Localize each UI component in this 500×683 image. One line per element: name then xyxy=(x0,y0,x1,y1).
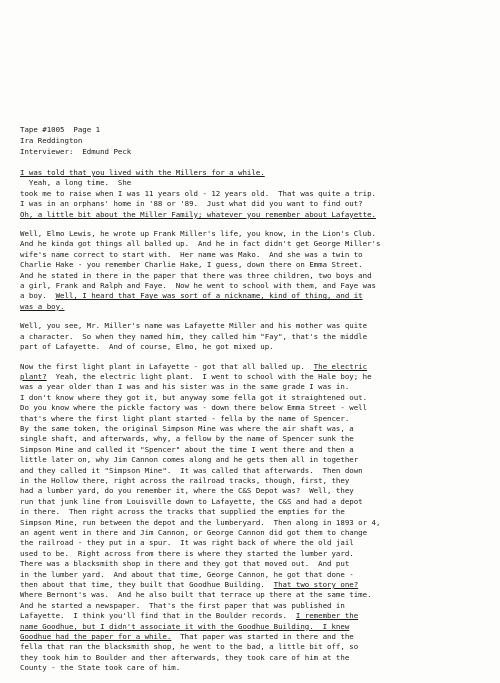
underlined-text: Goodhue had the paper for a while. xyxy=(20,632,172,642)
transcript-line xyxy=(20,168,490,178)
transcript-line xyxy=(20,229,490,239)
transcript-line xyxy=(20,271,490,281)
line-text: fella that ran the blacksmith shop, he went to the bad, a little bit off, so xyxy=(20,642,359,652)
transcript-body xyxy=(20,168,490,683)
line-text: took me to raise when I was 11 years old - 12 years old. That was quite a trip. xyxy=(20,188,376,198)
underlined-text: Oh, a little bit about the Miller Family; whatever you remember about Lafayette. xyxy=(20,209,376,219)
underlined-text: The electric xyxy=(313,361,368,371)
transcript-line xyxy=(20,434,490,444)
line-text: Yeah, the electric light plant. I went to school with the Hale boy; he xyxy=(46,371,372,381)
line-text: And he stated in there in the paper that there was three children, two boys and xyxy=(20,270,372,280)
transcript-paragraph xyxy=(20,229,490,312)
transcript-line xyxy=(20,663,490,673)
line-text: a boy. xyxy=(20,291,56,301)
transcript-line xyxy=(20,362,490,372)
line-text: Where Bernont's was. And he also built that terrace up there at the same time. xyxy=(20,590,372,600)
transcript-line xyxy=(20,372,490,382)
tape-page-label: Tape #1005 Page 1 xyxy=(20,125,101,134)
transcript-line xyxy=(20,497,490,507)
underlined-text: That two story one? xyxy=(273,580,359,590)
transcript-line xyxy=(20,642,490,652)
line-text: Lafayette. I think you'll find that in the Boulder records. xyxy=(20,611,296,621)
line-text: in the Hollow there, right across the railroad tracks, though, first, they xyxy=(20,475,350,485)
transcript-line xyxy=(20,549,490,559)
transcript-line xyxy=(20,260,490,270)
line-text: wife's name correct to start with. Her name was Mako. And she was a twin to xyxy=(20,249,363,259)
transcript-line xyxy=(20,239,490,249)
transcript-line xyxy=(20,445,490,455)
transcript-line xyxy=(20,178,490,188)
line-text: Well, you see, Mr. Miller's name was Lafayette Miller and his mother was quite xyxy=(20,321,368,331)
line-text: a girl, Frank and Ralph and Faye. Now he went to school with them, and Faye was xyxy=(20,281,376,291)
transcript-line xyxy=(20,632,490,642)
transcript-line xyxy=(20,507,490,517)
line-text: single shaft, and afterwards, why, a fellow by the name of Spencer sunk the xyxy=(20,434,354,444)
transcript-line xyxy=(20,250,490,260)
transcript-line xyxy=(20,424,490,434)
transcript-line xyxy=(20,321,490,331)
interviewer-label: Interviewer: Edmund Peck xyxy=(20,147,132,156)
transcript-line xyxy=(20,199,490,209)
underlined-text: plant? xyxy=(20,371,47,381)
transcript-line xyxy=(20,332,490,342)
line-text: Now the first light plant in Lafayette - got that all balled up. xyxy=(20,361,314,371)
underlined-text: I remember the xyxy=(295,611,359,621)
line-text: had a lumber yard, do you remember it, where the C&S Depot was? Well, they xyxy=(20,486,354,496)
line-text: Simpson Mine, run between the depot and the lumberyard. Then along in 1893 or 4, xyxy=(20,517,381,527)
line-text: I was in an orphans' home in '88 or '89. Just what did you want to find out? xyxy=(20,199,363,209)
line-text: a character. So when they named him, they called him "Fay", that's the middle xyxy=(20,331,368,341)
line-text: Well, Elmo Lewis, he wrote up Frank Miller's life, you know, in the Lion's Club. xyxy=(20,229,376,239)
line-text: in the lumber yard. And about that time, George Cannon, he got that done - xyxy=(20,569,354,579)
transcript-line xyxy=(20,189,490,199)
line-text: little later on, why Jim Cannon comes along and he gets them all in together xyxy=(20,455,359,465)
transcript-line xyxy=(20,601,490,611)
transcript-paragraph xyxy=(20,321,490,352)
transcript-line xyxy=(20,590,490,600)
transcript-line xyxy=(20,518,490,528)
transcript-line xyxy=(20,528,490,538)
transcript-line xyxy=(20,342,490,352)
line-text: I don't know where they got it, but anyway some fella got it straightened out. xyxy=(20,392,368,402)
line-text: was a year older than I was and his sister was in the same grade I was in. xyxy=(20,382,350,392)
line-text: That paper was started in there and the xyxy=(171,632,354,642)
transcript-line xyxy=(20,653,490,663)
transcript-line xyxy=(20,455,490,465)
line-text: an agent went in there and Jim Cannon, or George Cannon did got them to change xyxy=(20,528,368,537)
line-text: part of Lafayette. And of course, Elmo, he got mixed up. xyxy=(20,342,274,352)
line-text: And he started a newspaper. That's the first paper that was published in xyxy=(20,600,345,610)
line-text: then about that time, they built that Goodhue Building. xyxy=(20,580,274,590)
transcript-line xyxy=(20,570,490,580)
line-text: and they called it "Simpson Mine". It was called that afterwards. Then down xyxy=(20,465,363,475)
transcript-line xyxy=(20,622,490,632)
line-text: that's where the first light plant started - fella by the name of Spencer. xyxy=(20,413,350,423)
line-text: There was a blacksmith shop in there and they got that moved out. And put xyxy=(20,559,350,569)
line-text: And he kinda got things all balled up. And he in fact didn't get George Miller's xyxy=(20,239,381,249)
transcript-line xyxy=(20,302,490,312)
transcript-line xyxy=(20,580,490,590)
line-text: used to be. Right across from there is where they started the lumber yard. xyxy=(20,548,354,558)
line-text: they took him to Boulder and ther afterwards, they took care of him at the xyxy=(20,652,350,662)
transcript-line xyxy=(20,414,490,424)
narrator-name: Ira Reddington xyxy=(20,136,83,145)
transcript-line xyxy=(20,210,490,220)
transcript-line xyxy=(20,611,490,621)
transcript-line xyxy=(20,559,490,569)
line-text: run that junk line from Louisville down to Lafayette, the C&S and had a depot xyxy=(20,496,363,506)
line-text: Simpson Mine and called it "Spencer" about the time I went there and then a xyxy=(20,444,354,454)
transcript-header xyxy=(20,124,131,157)
transcript-paragraph xyxy=(20,168,490,220)
underlined-text: I was told that you lived with the Millers for a while. xyxy=(20,168,265,177)
line-text: in there. Then right across the tracks that supplied the empties for the xyxy=(20,507,345,517)
line-text: Do you know where the pickle factory was - down there below Emma Street - well xyxy=(20,403,368,413)
underlined-text: was a boy. xyxy=(20,301,65,311)
underlined-text: Well, I heard that Faye was sort of a nickname, kind of thing, and it xyxy=(55,291,363,301)
transcript-line xyxy=(20,466,490,476)
transcript-line xyxy=(20,476,490,486)
line-text: the railroad - they put in a spur. It was right back of where the old jail xyxy=(20,538,354,548)
transcript-line xyxy=(20,403,490,413)
underlined-text: name Goodhue, but I didn't associate it with the Goodhue Building. I knew xyxy=(20,621,350,631)
line-text: County - the State took care of him. xyxy=(20,663,181,673)
transcript-line xyxy=(20,291,490,301)
transcript-line xyxy=(20,486,490,496)
transcript-line xyxy=(20,382,490,392)
transcript-line xyxy=(20,281,490,291)
line-text: Charlie Hake - you remember Charlie Hake, I guess, down there on Emma Street. xyxy=(20,260,363,270)
transcript-line xyxy=(20,393,490,403)
line-text: By the same token, the original Simpson Mine was where the air shaft was, a xyxy=(20,423,354,433)
line-text: Yeah, a long time. She xyxy=(20,178,132,188)
transcript-paragraph xyxy=(20,362,490,674)
transcript-line xyxy=(20,538,490,548)
